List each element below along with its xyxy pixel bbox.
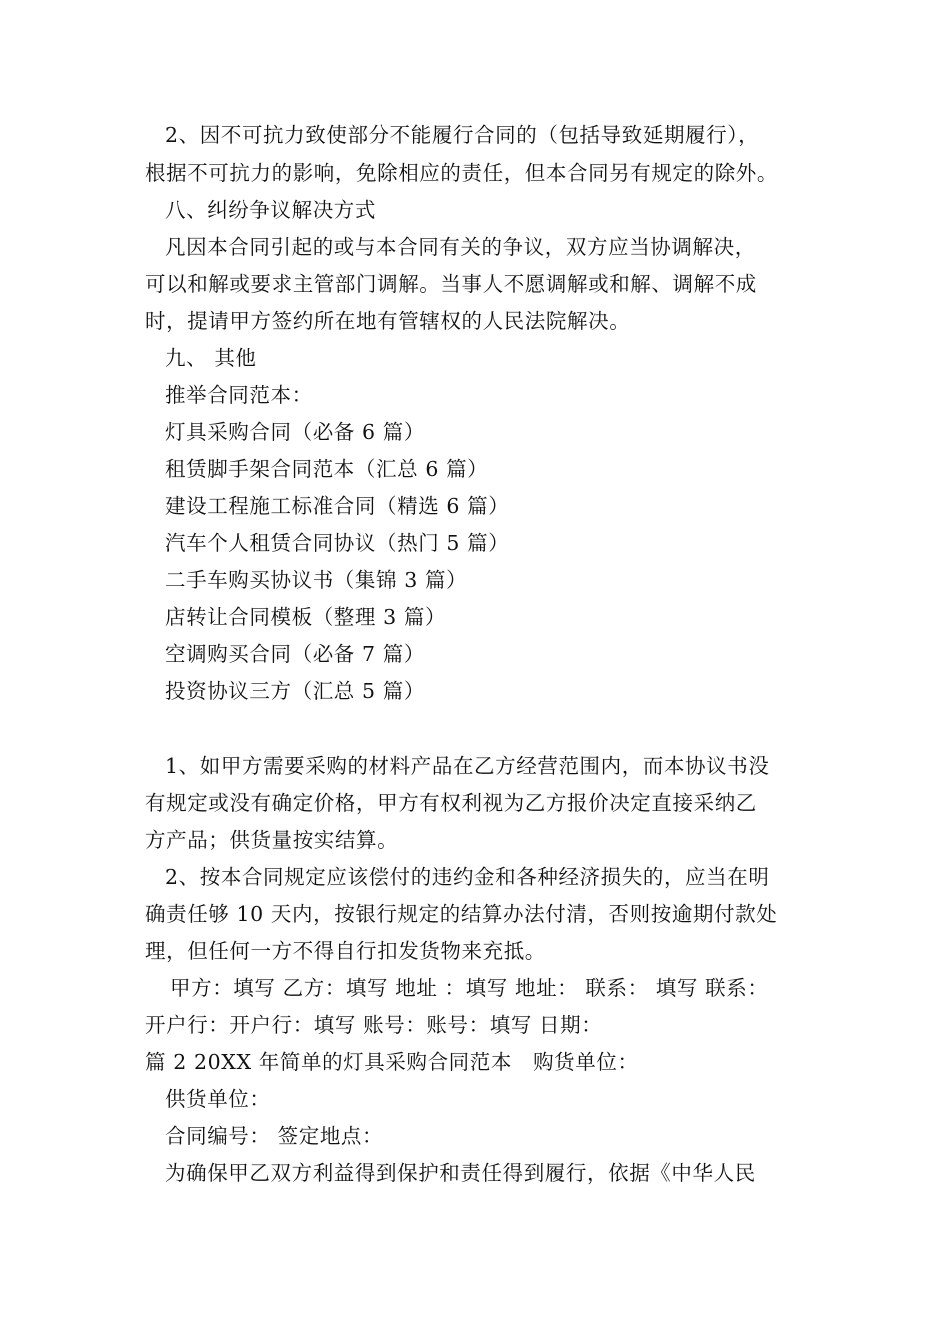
text-line: 推举合同范本： <box>165 383 313 407</box>
text-line: 供货单位： <box>165 1087 271 1111</box>
list-item: 店转让合同模板（整理 3 篇） <box>165 605 447 629</box>
section-heading: 八、纠纷争议解决方式 <box>165 198 376 222</box>
text-line: 方产品；供货量按实结算。 <box>145 828 399 852</box>
list-item: 二手车购买协议书（集锦 3 篇） <box>165 568 468 592</box>
signature-fields: 甲方：填写 乙方：填写 地址 ：填写 地址： 联系： 填写 联系： <box>170 976 769 1000</box>
text-line: 可以和解或要求主管部门调解。当事人不愿调解或和解、调解不成 <box>145 272 757 296</box>
text-line: 合同编号： 签定地点： <box>165 1124 384 1148</box>
list-item: 空调购买合同（必备 7 篇） <box>165 642 425 666</box>
text-line: 2、按本合同规定应该偿付的违约金和各种经济损失的，应当在明 <box>165 865 770 889</box>
text-line: 凡因本合同引起的或与本合同有关的争议，双方应当协调解决， <box>165 235 756 259</box>
text-line: 根据不可抗力的影响，免除相应的责任，但本合同另有规定的除外。 <box>145 161 778 185</box>
text-line: 确责任够 10 天内，按银行规定的结算办法付清，否则按逾期付款处 <box>145 902 778 926</box>
list-item: 汽车个人租赁合同协议（热门 5 篇） <box>165 531 510 555</box>
text-line: 理，但任何一方不得自行扣发货物来充抵。 <box>145 939 546 963</box>
list-item: 灯具采购合同（必备 6 篇） <box>165 420 425 444</box>
text-line: 为确保甲乙双方利益得到保护和责任得到履行，依据《中华人民 <box>165 1161 756 1185</box>
text-line: 时，提请甲方签约所在地有管辖权的人民法院解决。 <box>145 309 631 333</box>
text-line: 1、如甲方需要采购的材料产品在乙方经营范围内，而本协议书没 <box>165 754 770 778</box>
text-line: 2、因不可抗力致使部分不能履行合同的（包括导致延期履行）， <box>165 123 760 147</box>
list-item: 投资协议三方（汇总 5 篇） <box>165 679 425 703</box>
list-item: 租赁脚手架合同范本（汇总 6 篇） <box>165 457 489 481</box>
section-heading: 篇 2 20XX 年简单的灯具采购合同范本 购货单位： <box>145 1050 639 1074</box>
signature-fields: 开户行：开户行：填写 账号：账号：填写 日期： <box>145 1013 603 1037</box>
section-heading: 九、 其他 <box>165 346 257 370</box>
list-item: 建设工程施工标准合同（精选 6 篇） <box>165 494 510 518</box>
text-line: 有规定或没有确定价格，甲方有权利视为乙方报价决定直接采纳乙 <box>145 791 757 815</box>
